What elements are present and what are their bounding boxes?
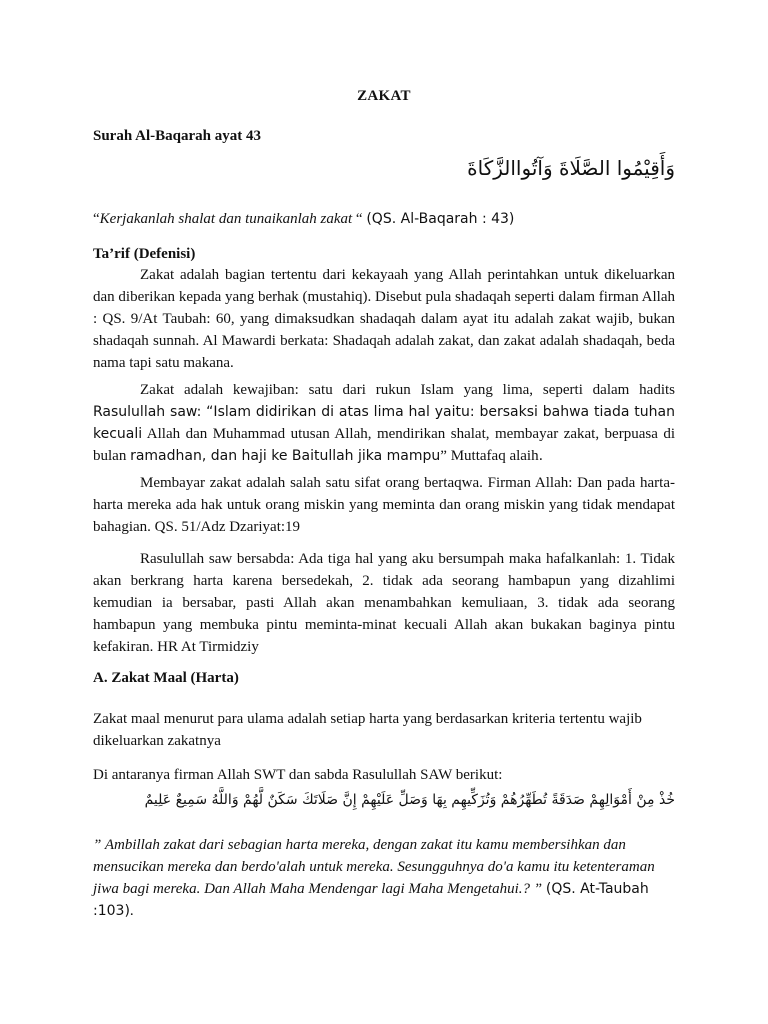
- translation-period: .: [129, 903, 134, 919]
- arabic-verse-taubah-103: خُذْ مِنْ أَمْوَالِهِمْ صَدَقَةً تُطَهِّرُهُمْ وَتُزَكِّيهِم بِهَا وَصَلِّ عَلَيْهِمْ إِنَّ صَلَاتَكَ سَكَنٌ لَّهُمْ وَاللَّهُ سَمِيعٌ عَلِيمٌ: [144, 792, 675, 808]
- paragraph-hadith-three: Rasulullah saw bersabda: Ada tiga hal yang aku bersumpah maka hafalkanlah: 1. Tidak akan berkrang harta karena bersedekah, 2. tidak ada seorang hambapun yang dizahlimi kemudian ia bersabar, pasti Allah akan menambahkan kemuliaan, 3. tidak ada seorang hambapun yang membuka pintu meminta-minat kecuali Allah akan bukakan baginya pintu kefakiran. HR At Tirmidziy: [93, 551, 675, 655]
- quote-text: Kerjakanlah shalat dan tunaikanlah zakat: [99, 211, 353, 227]
- hadith-quote-end: ramadhan, dan haji ke Baitullah jika mampu: [130, 448, 441, 464]
- tarif-heading: Ta’rif (Defenisi): [93, 246, 196, 262]
- paragraph-taqwa: Membayar zakat adalah salah satu sifat orang bertaqwa. Firman Allah: Dan pada harta-harta mereka ada hak untuk orang miskin yang meminta dan orang miskin yang tidak mendapat bahagian. QS. 51/Adz Dzariyat:19: [93, 475, 675, 535]
- quote-citation: (QS. Al-Baqarah : 43): [366, 211, 515, 227]
- hadith-quote-start: Rasulullah saw: “Islam didirikan di atas lima hal yaitu: bersaksi bahwa tiada tuhan kecuali: [93, 404, 675, 442]
- translation-citation: (QS. At-Taubah :103): [93, 881, 649, 919]
- hadith-quote-middle: Allah dan Muhammad utusan Allah, mendirikan shalat, membayar zakat, berpuasa di bulan: [93, 426, 675, 464]
- paragraph-firman-intro: Di antaranya firman Allah SWT dan sabda Rasulullah SAW berikut:: [93, 767, 503, 783]
- paragraph-obligation-intro: Zakat adalah kewajiban: satu dari rukun Islam yang lima, seperti dalam hadits: [140, 382, 675, 398]
- translation-paragraph: [93, 834, 675, 922]
- paragraph-definition: Zakat adalah bagian tertentu dari kekayaah yang Allah perintahkan untuk dikeluarkan dan diberikan kepada yang berhak (mustahiq). Disebut pula shadaqah seperti dalam firman Allah : QS. 9/At Taubah: 60, yang dimaksudkan shadaqah dalam ayat itu adalah zakat wajib, bukan shadaqah sunnah. Al Mawardi berkata: Shadaqah adalah zakat, dan zakat adalah shadaqah, beda nama tapi satu makana.: [93, 267, 675, 371]
- quote-open-mark: “: [93, 211, 100, 227]
- section-zakat-maal-heading: A. Zakat Maal (Harta): [93, 670, 239, 686]
- surah-heading: Surah Al-Baqarah ayat 43: [93, 128, 261, 144]
- hadith-source: ” Muttafaq alaih: [440, 448, 539, 464]
- quote-close-mark: “: [352, 211, 367, 227]
- paragraph-zakat-maal: Zakat maal menurut para ulama adalah setiap harta yang berdasarkan kriteria tertentu wajib dikeluarkan zakatnya: [93, 711, 642, 749]
- arabic-verse-baqarah-43: وَأَقِيْمُوا الصَّلَاةَ وَآتُواالزَّكَاةَ: [467, 156, 675, 180]
- paragraph-obligation: [93, 379, 675, 467]
- hadith-period: .: [538, 448, 544, 464]
- translation-text: ” Ambillah zakat dari sebagian harta mereka, dengan zakat itu kamu membersihkan dan mensucikan mereka dan berdo'alah untuk mereka. Sesungguhnya do'a kamu itu ketenteraman jiwa bagi mereka. Dan Allah Maha Mendengar lagi Maha Mengetahui.? ”: [93, 837, 655, 897]
- document-title: ZAKAT: [357, 88, 411, 104]
- quote-line: [93, 208, 675, 230]
